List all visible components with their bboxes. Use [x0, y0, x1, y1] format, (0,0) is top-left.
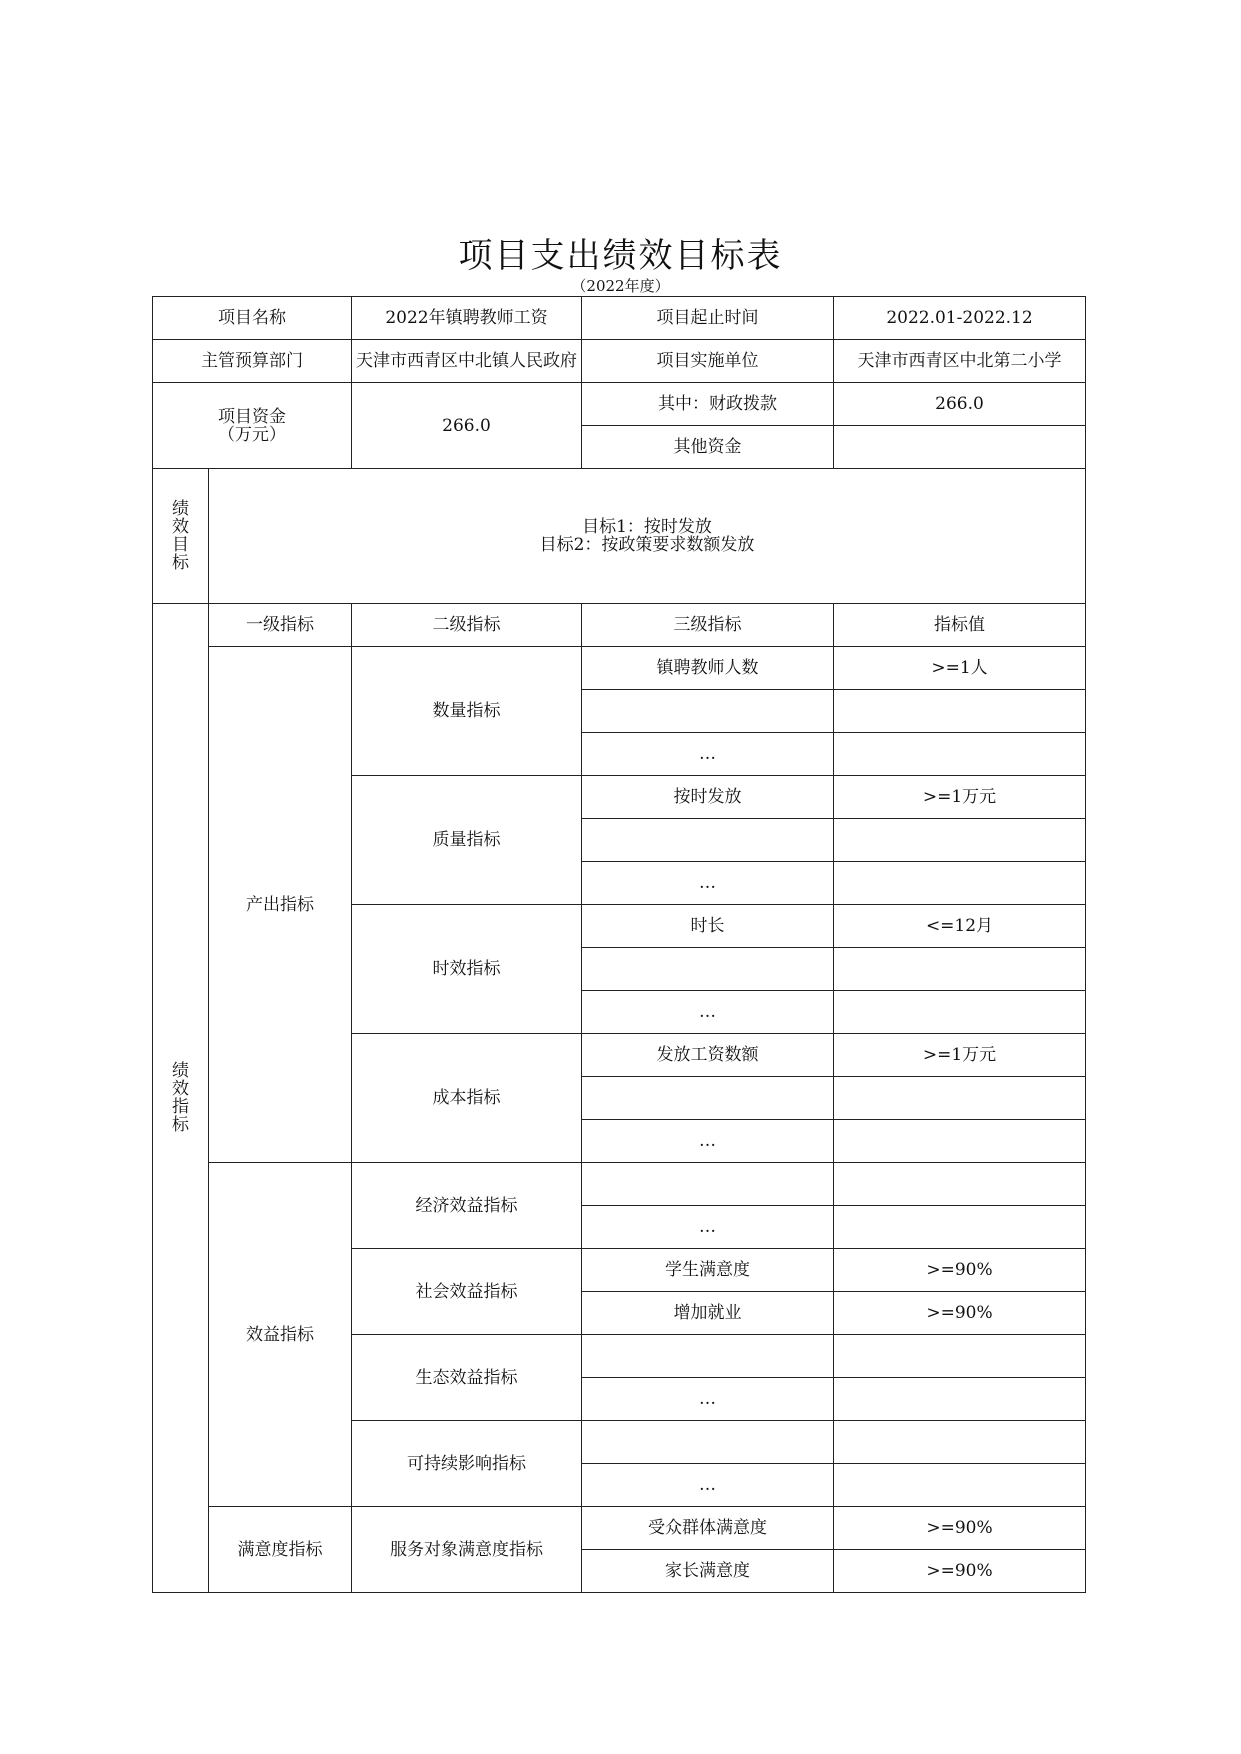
level3-indicator: [582, 1077, 834, 1120]
indicators-label-char: 标: [172, 1115, 189, 1135]
indicator-value: >=1人: [834, 647, 1086, 690]
page-title: 项目支出绩效目标表: [458, 236, 783, 276]
indicator-value: [834, 1077, 1086, 1120]
project-period-label: 项目起止时间: [582, 297, 834, 340]
level3-indicator: [582, 690, 834, 733]
level3-indicator: …: [582, 1120, 834, 1163]
other-fund-value: [834, 426, 1086, 469]
indicator-row: [153, 647, 1086, 690]
level3-indicator: 增加就业: [582, 1292, 834, 1335]
level3-indicator: …: [582, 733, 834, 776]
fiscal-value: 266.0: [834, 383, 1086, 426]
project-name-label: 项目名称: [153, 297, 352, 340]
level3-indicator: 时长: [582, 905, 834, 948]
goals-label-char: 标: [172, 553, 189, 573]
indicators-label: [153, 604, 209, 1593]
goals-label-char: 效: [172, 517, 189, 537]
indicator-value: [834, 948, 1086, 991]
level2-indicator: 生态效益指标: [352, 1335, 582, 1421]
level3-indicator: [582, 948, 834, 991]
row-fund-fiscal: [153, 383, 1086, 426]
indicator-value: >=90%: [834, 1249, 1086, 1292]
indicators-label-char: 指: [172, 1097, 189, 1117]
fund-label-line1: 项目资金: [218, 406, 286, 427]
header-level1: 一级指标: [209, 604, 352, 647]
indicator-value: [834, 690, 1086, 733]
impl-unit-value: 天津市西青区中北第二小学: [834, 340, 1086, 383]
indicator-value: [834, 991, 1086, 1034]
performance-target-table: [152, 296, 1086, 1593]
indicator-value: >=90%: [834, 1507, 1086, 1550]
level2-indicator: 服务对象满意度指标: [352, 1507, 582, 1593]
indicator-value: >=90%: [834, 1292, 1086, 1335]
row-goals: [153, 469, 1086, 604]
indicator-value: [834, 1206, 1086, 1249]
level2-indicator: 时效指标: [352, 905, 582, 1034]
level3-indicator: …: [582, 862, 834, 905]
indicator-value: [834, 862, 1086, 905]
impl-unit-label: 项目实施单位: [582, 340, 834, 383]
goal-item: 目标2：按政策要求数额发放: [539, 535, 755, 555]
header-level2: 二级指标: [352, 604, 582, 647]
other-fund-label: 其他资金: [582, 426, 834, 469]
level3-indicator: 学生满意度: [582, 1249, 834, 1292]
goals-label-char: 绩: [172, 499, 189, 519]
level3-indicator: …: [582, 991, 834, 1034]
level2-indicator: 成本指标: [352, 1034, 582, 1163]
dept-label: 主管预算部门: [153, 340, 352, 383]
project-period-value: 2022.01-2022.12: [834, 297, 1086, 340]
level3-indicator: 家长满意度: [582, 1550, 834, 1593]
dept-value: 天津市西青区中北镇人民政府: [352, 340, 582, 383]
indicator-value: [834, 1378, 1086, 1421]
indicator-value: [834, 1464, 1086, 1507]
level3-indicator: 镇聘教师人数: [582, 647, 834, 690]
indicator-value: [834, 1163, 1086, 1206]
level3-indicator: …: [582, 1206, 834, 1249]
level2-indicator: 可持续影响指标: [352, 1421, 582, 1507]
level3-indicator: [582, 1421, 834, 1464]
level2-indicator: 质量指标: [352, 776, 582, 905]
level1-indicator: 产出指标: [209, 647, 352, 1163]
indicator-value: [834, 1421, 1086, 1464]
row-department: [153, 340, 1086, 383]
level1-indicator: 效益指标: [209, 1163, 352, 1507]
page-subtitle: （2022年度）: [571, 277, 670, 295]
project-name-value: 2022年镇聘教师工资: [352, 297, 582, 340]
level2-indicator: 经济效益指标: [352, 1163, 582, 1249]
level3-indicator: [582, 1163, 834, 1206]
level3-indicator: 受众群体满意度: [582, 1507, 834, 1550]
goals-label-char: 目: [172, 535, 189, 555]
indicator-value: [834, 1335, 1086, 1378]
indicator-header-row: [153, 604, 1086, 647]
fiscal-label: 其中：财政拨款: [582, 383, 834, 426]
fund-total-value: 266.0: [352, 383, 582, 469]
indicator-row: [153, 1507, 1086, 1550]
fund-label-line2: （万元）: [218, 424, 286, 445]
indicator-row: [153, 1163, 1086, 1206]
level3-indicator: …: [582, 1464, 834, 1507]
indicator-value: >=1万元: [834, 776, 1086, 819]
level3-indicator: [582, 1335, 834, 1378]
level3-indicator: 按时发放: [582, 776, 834, 819]
indicator-value: >=1万元: [834, 1034, 1086, 1077]
header-level3: 三级指标: [582, 604, 834, 647]
level2-indicator: 社会效益指标: [352, 1249, 582, 1335]
goal-item: 目标1：按时发放: [582, 517, 712, 537]
row-project-name: [153, 297, 1086, 340]
fund-label: [153, 383, 352, 469]
level3-indicator: 发放工资数额: [582, 1034, 834, 1077]
indicator-value: [834, 1120, 1086, 1163]
goals-label: [153, 469, 209, 604]
level3-indicator: [582, 819, 834, 862]
indicator-value: [834, 733, 1086, 776]
level1-indicator: 满意度指标: [209, 1507, 352, 1593]
indicators-label-char: 效: [172, 1079, 189, 1099]
level3-indicator: …: [582, 1378, 834, 1421]
indicators-label-char: 绩: [172, 1061, 189, 1081]
indicator-value: >=90%: [834, 1550, 1086, 1593]
indicator-value: <=12月: [834, 905, 1086, 948]
indicator-value: [834, 819, 1086, 862]
header-value: 指标值: [834, 604, 1086, 647]
goals-content: [209, 469, 1086, 604]
level2-indicator: 数量指标: [352, 647, 582, 776]
